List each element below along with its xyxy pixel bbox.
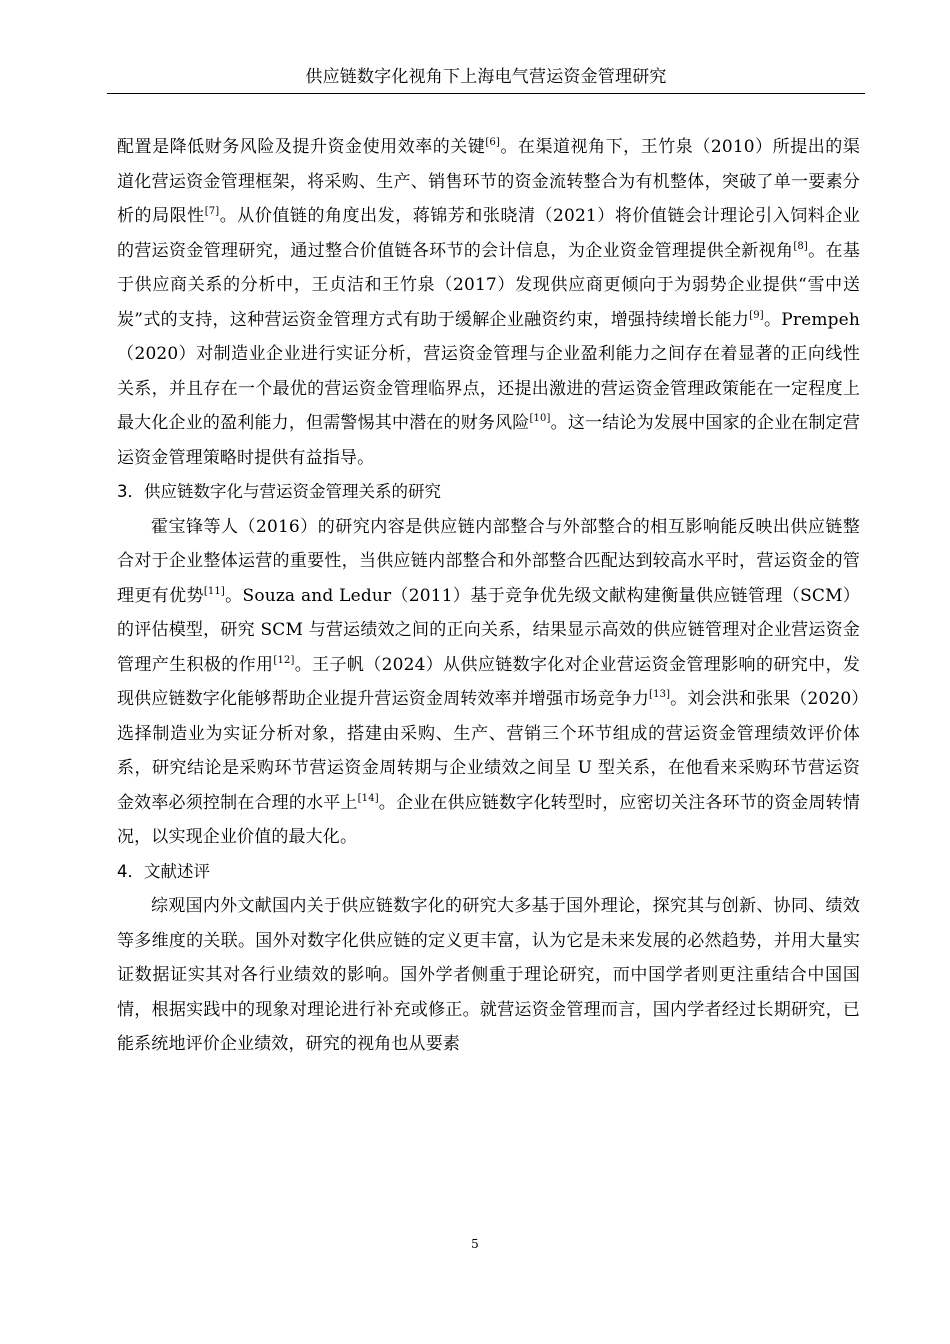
text-run: 。这一结论为发展中国家的企业在制定营运资金管理策略时提供有益指导。 (117, 413, 860, 468)
citation-ref: [10] (529, 413, 551, 424)
citation-ref: [12] (273, 654, 295, 666)
paragraph: 综观国内外文献国内关于供应链数字化的研究大多基于国外理论，探究其与创新、协同、绩效等多维度的关联。国外对数字化供应链的定义更丰富，认为它是未来发展的必然趋势，并用大量实证数据证实其对各行业绩效的影响。国外学者侧重于理论研究，而中国学者则更注重结合中国国情，根据实践中的现象对理论进行补充或修正。就营运资金管理而言，国内学者经过长期研究，已能系统地评价企业绩效，研究的视角也从要素 (117, 896, 860, 1054)
text-run: 。Prempeh（2020）对制造业企业进行实证分析，营运资金管理与企业盈利能力之间存在着显著的正向线性关系，并且存在一个最优的营运资金管理临界点，还提出激进的营运资金管理政策能在一定程度上最大化企业的盈利能力，但需警惕其中潜在的财务风险 (117, 309, 860, 433)
text-run: 。Souza and Ledur（2011）基于竞争优先级文献构建衡量供应链管理（SCM）的评估模型，研究 SCM 与营运绩效之间的正向关系，结果显示高效的供应链管理对企业营运资金管理产生积极的作用 (117, 585, 861, 675)
header-rule (107, 93, 865, 94)
citation-ref: [8] (793, 240, 808, 252)
citation-ref: [13] (649, 689, 671, 700)
citation-ref: [7] (204, 206, 220, 217)
citation-ref: [9] (749, 309, 764, 321)
citation-ref: [14] (357, 792, 379, 804)
page-number: 5 (471, 1237, 479, 1251)
section-heading-3: 3．供应链数字化与营运资金管理关系的研究 (117, 482, 441, 501)
text-run: 。在基于供应商关系的分析中，王贞洁和王竹泉（2017）发现供应商更倾向于为弱势企业提供“雪中送炭”式的支持，这种营运资金管理方式有助于缓解企业融资约束，增强持续增长能力 (117, 240, 860, 330)
paragraph (117, 510, 860, 855)
paragraph-continued (117, 130, 860, 475)
text-run: 。企业在供应链数字化转型时，应密切关注各环节的资金周转情况，以实现企业价值的最大化。 (117, 792, 860, 847)
text-run: 。在渠道视角下，王竹泉（2010）所提出的渠道化营运资金管理框架，将采购、生产、销售环节的资金流转整合为有机整体，突破了单一要素分析的局限性 (117, 137, 860, 226)
citation-ref: [11] (203, 585, 225, 597)
section-heading-4: 4．文献述评 (117, 861, 210, 881)
text-run: 。刘会洪和张果（2020）选择制造业为实证分析对象，搭建由采购、生产、营销三个环节组成的营运资金管理绩效评价体系，研究结论是采购环节营运资金周转期与企业绩效之间呈 U 型关系，在他看来采购环节营运资金效率必须控制在合理的水平上 (117, 689, 860, 813)
text-run: 。王子帆（2024）从供应链数字化对企业营运资金管理影响的研究中，发现供应链数字化能够帮助企业提升营运资金周转效率并增强市场竞争力 (117, 654, 860, 709)
text-run: 。从价值链的角度出发，蒋锦芳和张晓清（2021）将价值链会计理论引入饲料企业的营运资金管理研究，通过整合价值链各环节的会计信息，为企业资金管理提供全新视角 (117, 206, 861, 261)
text-run: 霍宝锋等人（2016）的研究内容是供应链内部整合与外部整合的相互影响能反映出供应链整合对于企业整体运营的重要性，当供应链内部整合和外部整合匹配达到较高水平时，营运资金的管理更有优势 (117, 516, 860, 606)
citation-ref: [6] (485, 137, 500, 148)
document-body (117, 130, 860, 1062)
running-header: 供应链数字化视角下上海电气营运资金管理研究 (305, 67, 667, 87)
text-run: 配置是降低财务风险及提升资金使用效率的关键 (117, 137, 486, 157)
